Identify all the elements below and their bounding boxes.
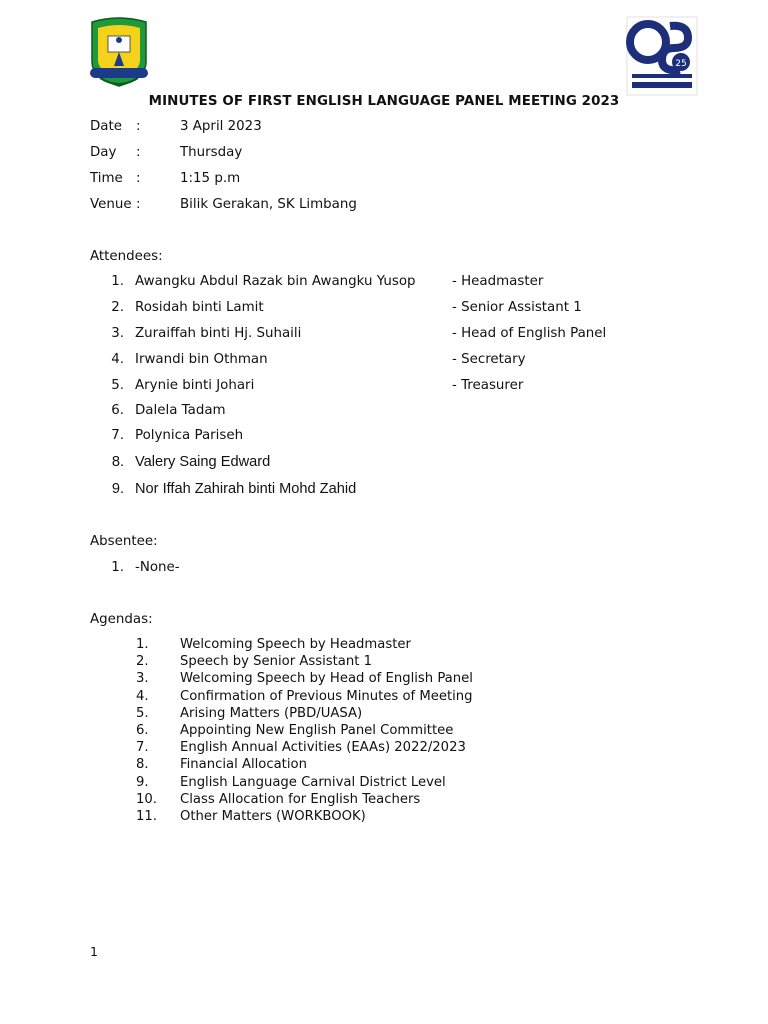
attendee-item: [0, 454, 768, 474]
agenda-item: [0, 671, 768, 688]
agenda-number: 6.: [136, 723, 149, 738]
attendee-item: [0, 403, 768, 423]
agenda-text: Class Allocation for English Teachers: [180, 791, 421, 807]
attendee-item: [0, 300, 768, 320]
agenda-number: 11.: [136, 809, 157, 824]
attendee-number: 6.: [111, 403, 124, 418]
attendee-name: Nor Iffah Zahirah binti Mohd Zahid: [135, 481, 357, 497]
attendee-item: [0, 352, 768, 372]
detail-label: Time: [90, 171, 123, 186]
attendee-number: 7.: [111, 428, 124, 443]
page-number: 1: [90, 944, 98, 959]
agenda-number: 2.: [136, 654, 149, 670]
detail-colon: :: [136, 119, 141, 134]
agenda-text: Welcoming Speech by Headmaster: [180, 637, 411, 652]
agenda-text: English Annual Activities (EAAs) 2022/2023: [180, 740, 466, 756]
attendee-number: 8.: [111, 454, 124, 470]
attendee-number: 4.: [111, 352, 124, 367]
attendee-item: [0, 481, 768, 501]
agenda-number: 8.: [136, 757, 149, 773]
agenda-number: 3.: [136, 671, 149, 687]
agenda-text: Arising Matters (PBD/UASA): [180, 705, 363, 721]
agenda-item: [0, 740, 768, 757]
agenda-number: 10.: [136, 791, 157, 807]
attendee-item: [0, 326, 768, 346]
attendee-name: Dalela Tadam: [135, 403, 226, 418]
anniversary-25-logo-icon: [626, 16, 698, 96]
agendas-heading: Agendas:: [90, 612, 153, 627]
detail-colon: :: [136, 197, 141, 212]
detail-colon: :: [136, 171, 141, 186]
agenda-text: Financial Allocation: [180, 757, 307, 773]
agenda-item: [0, 706, 768, 723]
agenda-item: [0, 723, 768, 740]
detail-label: Day: [90, 145, 117, 160]
agenda-item: [0, 654, 768, 671]
attendees-heading: Attendees:: [90, 249, 163, 264]
agenda-number: 9.: [136, 774, 149, 790]
absentee-number: 1.: [111, 560, 124, 575]
attendee-role: - Secretary: [452, 352, 526, 367]
svg-text:25: 25: [675, 59, 687, 69]
attendee-name: Polynica Pariseh: [135, 428, 244, 443]
attendee-role: - Headmaster: [452, 274, 544, 289]
school-crest-icon: [86, 16, 152, 90]
agenda-text: Speech by Senior Assistant 1: [180, 654, 372, 670]
agenda-item: [0, 809, 768, 826]
detail-colon: :: [136, 145, 141, 160]
attendee-name: Zuraiffah binti Hj. Suhaili: [135, 326, 302, 341]
attendee-item: [0, 428, 768, 448]
detail-value: 3 April 2023: [180, 119, 262, 134]
agenda-text: Confirmation of Previous Minutes of Meeting: [180, 688, 473, 704]
attendee-number: 5.: [111, 378, 124, 393]
agenda-number: 4.: [136, 688, 149, 704]
attendee-number: 9.: [111, 481, 124, 497]
attendee-name: Awangku Abdul Razak bin Awangku Yusop: [135, 274, 416, 289]
attendee-role: - Senior Assistant 1: [452, 300, 582, 315]
agenda-item: [0, 637, 768, 654]
detail-label: Venue: [90, 197, 132, 212]
attendee-item: [0, 378, 768, 398]
absentee-item: [0, 560, 768, 580]
attendee-item: [0, 274, 768, 294]
attendee-name: Valery Saing Edward: [135, 454, 271, 470]
attendee-role: - Treasurer: [452, 378, 524, 393]
detail-label: Date: [90, 119, 123, 134]
detail-value: Bilik Gerakan, SK Limbang: [180, 197, 357, 212]
attendee-name: Arynie binti Johari: [135, 378, 255, 393]
attendee-number: 1.: [111, 274, 124, 289]
attendee-number: 3.: [111, 326, 124, 341]
agenda-text: Welcoming Speech by Head of English Panel: [180, 671, 473, 687]
agenda-text: English Language Carnival District Level: [180, 774, 446, 790]
agenda-item: [0, 757, 768, 774]
agenda-number: 5.: [136, 705, 149, 721]
agenda-number: 1.: [136, 637, 149, 652]
attendee-role: - Head of English Panel: [452, 326, 607, 341]
agenda-text: Other Matters (WORKBOOK): [180, 809, 366, 824]
absentee-heading: Absentee:: [90, 534, 158, 549]
attendee-name: Rosidah binti Lamit: [135, 300, 264, 315]
detail-value: 1:15 p.m: [180, 171, 241, 186]
document-title: MINUTES OF FIRST ENGLISH LANGUAGE PANEL MEETING 2023: [148, 94, 620, 109]
detail-value: Thursday: [180, 145, 243, 160]
agenda-item: [0, 689, 768, 706]
absentee-name: -None-: [135, 560, 180, 575]
agenda-item: [0, 792, 768, 809]
agenda-item: [0, 775, 768, 792]
agenda-number: 7.: [136, 740, 149, 756]
agenda-text: Appointing New English Panel Committee: [180, 723, 454, 738]
attendee-name: Irwandi bin Othman: [135, 352, 268, 367]
attendee-number: 2.: [111, 300, 124, 315]
